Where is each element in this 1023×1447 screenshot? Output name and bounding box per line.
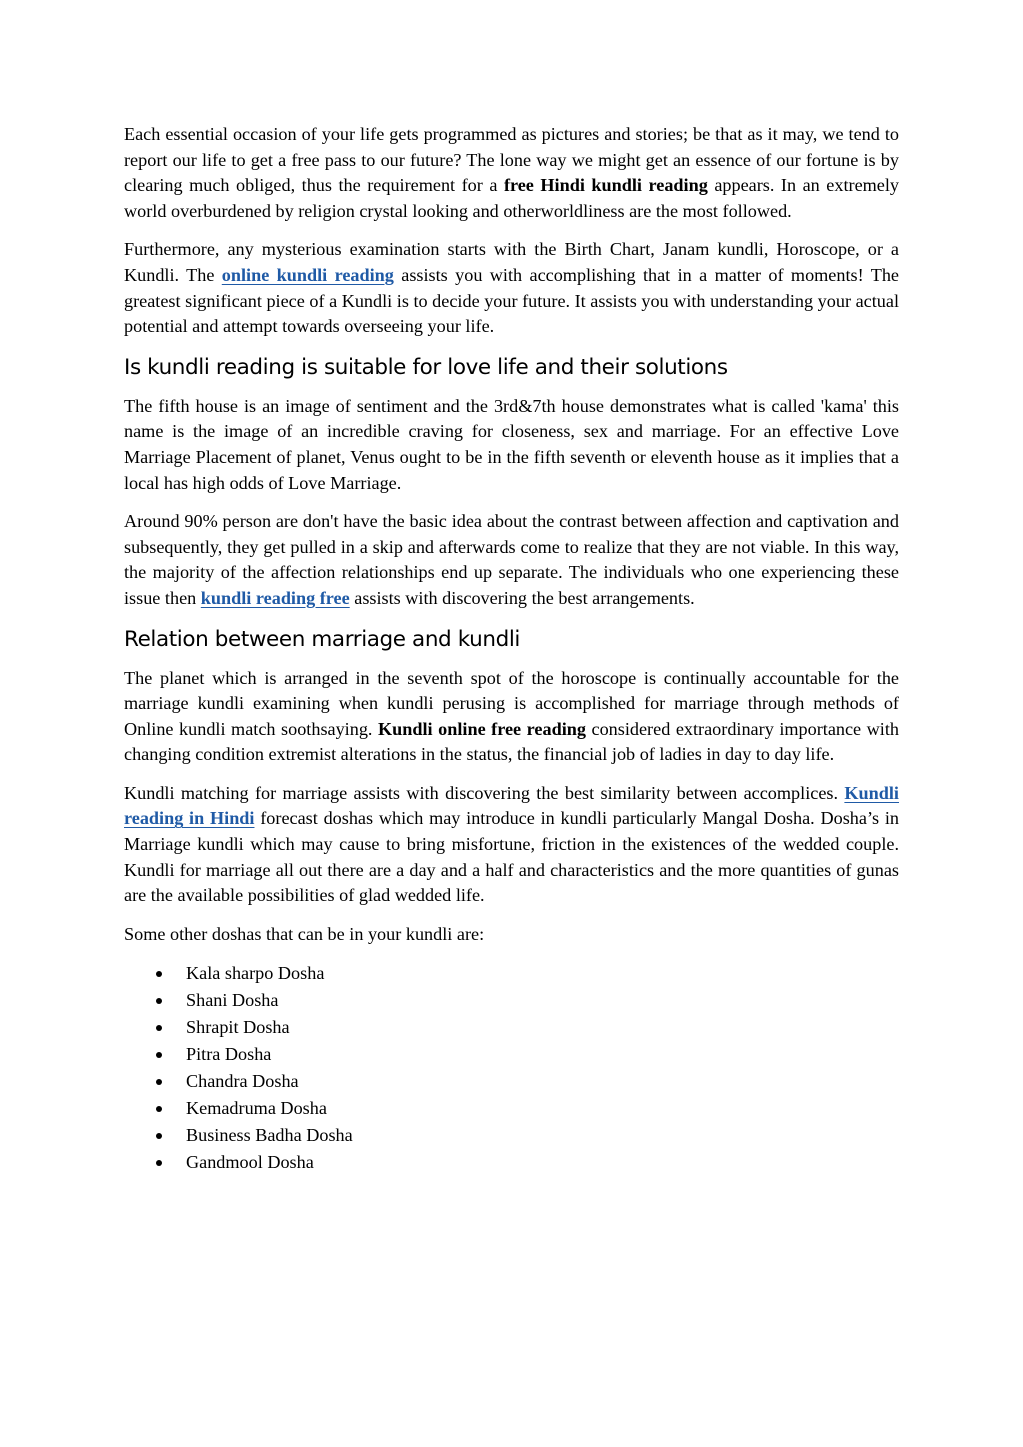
- list-item-label: Chandra Dosha: [186, 1071, 299, 1092]
- bullet-icon: [156, 998, 162, 1004]
- list-item-label: Shrapit Dosha: [186, 1017, 290, 1038]
- paragraph-text: Kundli matching for marriage assists with discovering the best similarity between accomplices.: [124, 782, 845, 803]
- paragraph-text: forecast doshas which may introduce in kundli particularly Mangal Dosha. Dosha’s in Marriage kundli which may cause to bring misfortune, friction in the existences of the wedded couple. Kundli for marriage all out there are a day and a half and characteristics and the more quantities of gunas are the available possibilities of glad wedded life.: [124, 808, 899, 906]
- list-item: [124, 1014, 899, 1041]
- affection-paragraph: [124, 509, 899, 611]
- list-item-label: Kemadruma Dosha: [186, 1098, 327, 1119]
- list-item-label: Shani Dosha: [186, 990, 279, 1011]
- list-item: [124, 1149, 899, 1176]
- bullet-icon: [156, 1079, 162, 1085]
- fifth-house-paragraph: [124, 394, 899, 496]
- list-item: [124, 960, 899, 987]
- document-page: [124, 122, 899, 1176]
- dosha-list: [124, 960, 899, 1176]
- list-item-label: Pitra Dosha: [186, 1044, 272, 1065]
- bullet-icon: [156, 1025, 162, 1031]
- marriage-kundli-heading: Relation between marriage and kundli: [124, 626, 520, 652]
- bullet-icon: [156, 971, 162, 977]
- intro-paragraph: [124, 122, 899, 224]
- bold-phrase: Kundli online free reading: [378, 718, 586, 739]
- birth-chart-paragraph: [124, 237, 899, 339]
- paragraph-text: Each essential occasion of your life gets programmed as pictures and stories; be that as it may, we tend to report our life to get a free pass to our future? The lone way we might get an essence of our fortune is by clearing much obliged, thus the requirement for a: [124, 124, 899, 196]
- list-item-label: Kala sharpo Dosha: [186, 963, 325, 984]
- paragraph-text: appears. In an extremely world overburdened by religion crystal looking and otherworldliness are the most followed.: [124, 175, 900, 221]
- paragraph-text: assists you with accomplishing that in a matter of moments! The greatest significant piece of a Kundli is to decide your future. It assists you with understanding your actual potential and attempt towards overseeing your life.: [124, 264, 899, 337]
- bullet-icon: [156, 1133, 162, 1139]
- list-item: [124, 1068, 899, 1095]
- bold-phrase: free Hindi kundli reading: [503, 175, 708, 196]
- love-life-heading: Is kundli reading is suitable for love life and their solutions: [124, 354, 728, 380]
- paragraph-text: The fifth house is an image of sentiment and the 3rd&7th house demonstrates what is called 'kama' this name is the image of an incredible craving for closeness, sex and marriage. For an effective Love Marriage Placement of planet, Venus ought to be in the fifth seventh or eleventh house as it implies that a local has high odds of Love Marriage.: [124, 395, 899, 493]
- list-item: [124, 1095, 899, 1122]
- paragraph-text: Furthermore, any mysterious examination starts with the Birth Chart, Janam kundli, Horoscope, or a Kundli. The: [124, 239, 899, 285]
- other-doshas-intro: [124, 922, 899, 948]
- kundli-reading-free-link[interactable]: kundli reading free: [200, 587, 350, 608]
- paragraph-text: Some other doshas that can be in your kundli are:: [124, 923, 485, 944]
- bullet-icon: [156, 1160, 162, 1166]
- online-kundli-reading-link[interactable]: online kundli reading: [221, 264, 394, 285]
- list-item: [124, 987, 899, 1014]
- paragraph-text: assists with discovering the best arrangements.: [349, 587, 695, 608]
- bullet-icon: [156, 1106, 162, 1112]
- kundli-reading-in-hindi-link[interactable]: Kundli reading in Hindi: [124, 782, 899, 829]
- bullet-icon: [156, 1052, 162, 1058]
- paragraph-text: considered extraordinary importance with changing condition extremist alterations in the status, the financial job of ladies in day to day life.: [124, 718, 899, 765]
- seventh-spot-paragraph: [124, 666, 899, 768]
- kundli-matching-paragraph: [124, 781, 899, 909]
- list-item: [124, 1041, 899, 1068]
- list-item: [124, 1122, 899, 1149]
- paragraph-text: The planet which is arranged in the seventh spot of the horoscope is continually accountable for the marriage kundli examining when kundli perusing is accomplished for marriage through methods of Online kundli match soothsaying.: [124, 667, 899, 739]
- list-item-label: Business Badha Dosha: [186, 1125, 353, 1146]
- paragraph-text: Around 90% person are don't have the basic idea about the contrast between affection and captivation and subsequently, they get pulled in a skip and afterwards come to realize that they are not viable. In this way, the majority of the affection relationships end up separate. The individuals who one experiencing these issue then: [124, 511, 899, 608]
- list-item-label: Gandmool Dosha: [186, 1152, 314, 1173]
